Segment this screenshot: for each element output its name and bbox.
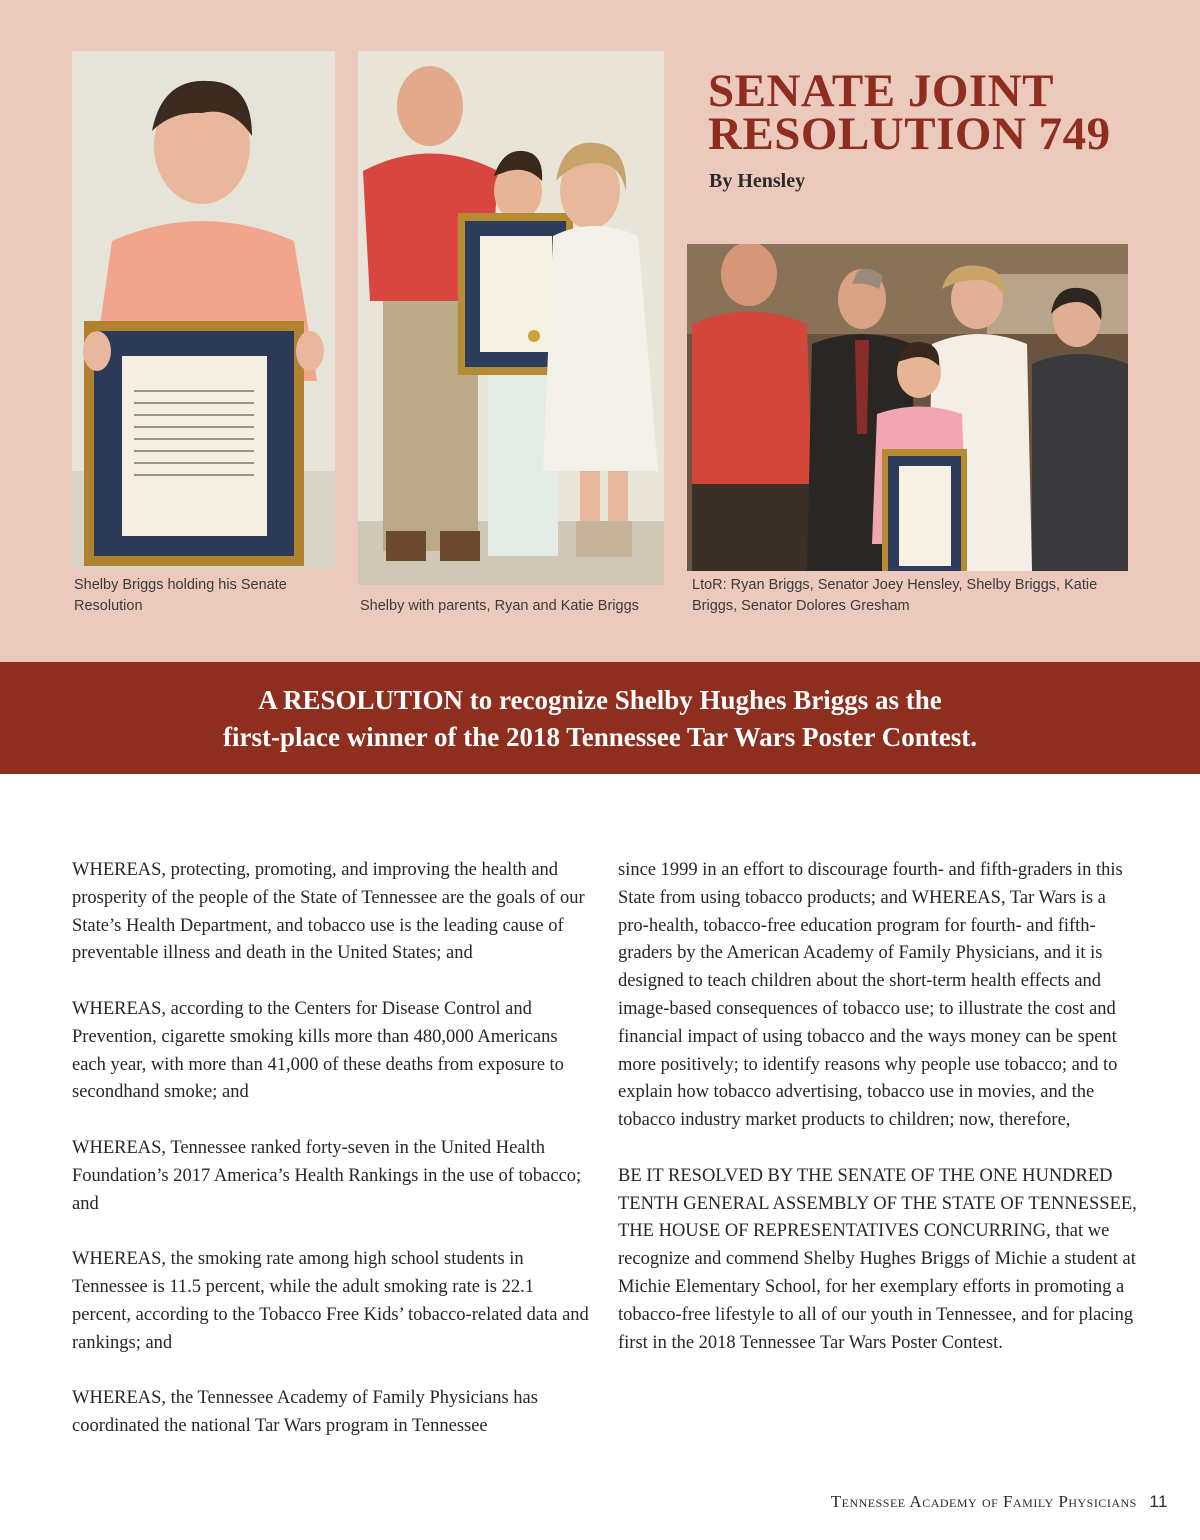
banner-line: first-place winner of the 2018 Tennessee Tar Wars Poster Contest. [223,722,977,752]
body-paragraph: WHEREAS, according to the Centers for Disease Control and Prevention, cigarette smoking kills more than 480,000 Americans each year, with more than 41,000 of these deaths from exposure to secondhand smoke; and [72,998,564,1103]
body-paragraph: since 1999 in an effort to discourage fourth- and fifth-graders in this State from using tobacco products; and WHEREAS, Tar Wars is a pro-health, tobacco-free education program for fourth- and fifth-graders by the American Academy of Family Physicians, and it is designed to teach children about the short-term health effects and image-based consequences of tobacco use; to illustrate the cost and financial impact of using tobacco and the ways money can be spent more positively; to identify reasons why people use tobacco; and to explain how tobacco advertising, tobacco use in movies, and the tobacco industry market products to children; now, therefore, [618,860,1123,1131]
body-column-right [618,857,1138,1385]
body-paragraph: WHEREAS, protecting, promoting, and improving the health and prosperity of the people of the State of Tennessee are the goals of our State’s Health Department, and tobacco use is the leading cause of preventable illness and death in the United States; and [72,860,585,964]
photo-shelby-holding-resolution [72,51,335,569]
body-paragraph: WHEREAS, the Tennessee Academy of Family Physicians has coordinated the national Tar Wars program in Tennessee [72,1388,538,1436]
page-footer [700,1492,1168,1512]
photo-caption: Shelby with parents, Ryan and Katie Briggs [360,598,639,614]
resolution-banner [0,662,1200,774]
footer-organization: Tennessee Academy of Family Physicians [830,1492,1137,1511]
byline: By Hensley [709,170,806,192]
photo-caption: LtoR: Ryan Briggs, Senator Joey Hensley, Shelby Briggs, Katie Briggs, Senator Dolores Gresham [692,577,1098,614]
photo-shelby-with-parents [358,51,664,585]
title-line: SENATE JOINT [708,65,1054,117]
photo-caption: Shelby Briggs holding his Senate Resolution [74,577,287,614]
banner-line: A RESOLUTION to recognize Shelby Hughes Briggs as the [258,685,942,715]
banner-text [0,682,1200,756]
body-column-left [72,857,592,1469]
page-number: 11 [1149,1492,1168,1511]
body-paragraph: WHEREAS, Tennessee ranked forty-seven in the United Health Foundation’s 2017 America’s Health Rankings in the use of tobacco; and [72,1137,582,1214]
page-title [708,65,1168,160]
title-line: RESOLUTION 749 [708,108,1111,160]
body-paragraph: WHEREAS, the smoking rate among high school students in Tennessee is 11.5 percent, while the adult smoking rate is 22.1 percent, according to the Tobacco Free Kids’ tobacco-related data and rankings; and [72,1249,589,1353]
body-paragraph: BE IT RESOLVED BY THE SENATE OF THE ONE HUNDRED TENTH GENERAL ASSEMBLY OF THE STATE OF TENNESSEE, THE HOUSE OF REPRESENTATIVES CONCURRING, that we recognize and commend Shelby Hughes Briggs of Michie a student at Michie Elementary School, for her exemplary efforts in promoting a tobacco-free lifestyle to all of our youth in Tennessee, and for placing first in the 2018 Tennessee Tar Wars Poster Contest. [618,1165,1137,1353]
photo-group-with-senators [687,244,1128,571]
